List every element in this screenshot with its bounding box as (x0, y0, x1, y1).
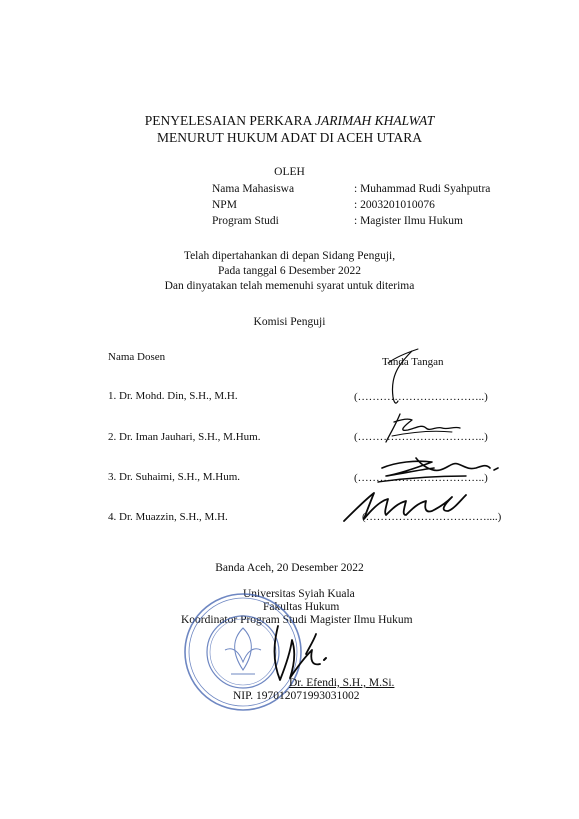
coordinator-nip: NIP. 197012071993031002 (233, 690, 360, 702)
examiner-2-name: 2. Dr. Iman Jauhari, S.H., M.Hum. (108, 431, 261, 443)
title-italic: JARIMAH KHALWAT (315, 113, 435, 128)
defense-line-3: Dan dinyatakan telah memenuhi syarat untuk diterima (164, 280, 415, 292)
student-program-value: : Magister Ilmu Hukum (354, 215, 463, 227)
examiner-1-name: 1. Dr. Mohd. Din, S.H., M.H. (108, 390, 238, 402)
signature-examiner-1 (360, 345, 440, 410)
place-date: Banda Aceh, 20 Desember 2022 (215, 562, 364, 574)
student-npm-label: NPM (212, 199, 237, 211)
signature-examiner-4 (336, 487, 476, 527)
student-program-label: Program Studi (212, 215, 279, 227)
examiner-1-signature-line: (……………………………..) (354, 391, 488, 403)
coordinator-name: Dr. Efendi, S.H., M.Si. (289, 677, 395, 689)
title-prefix: PENYELESAIAN PERKARA (144, 113, 316, 128)
examiner-2-signature-line: (……………………………..) (354, 431, 488, 443)
student-name-label: Nama Mahasiswa (212, 183, 295, 195)
defense-line-2: Pada tanggal 6 Desember 2022 (217, 265, 362, 277)
coordinator-role: Koordinator Program Studi Magister Ilmu Hukum (181, 614, 413, 626)
title-line-1 (0, 113, 579, 129)
examiner-4-name: 4. Dr. Muazzin, S.H., M.H. (108, 511, 228, 523)
komisi-heading: Komisi Penguji (253, 316, 326, 328)
examiner-3-name: 3. Dr. Suhaimi, S.H., M.Hum. (108, 471, 241, 483)
defense-line-1: Telah dipertahankan di depan Sidang Penguji, (183, 250, 396, 262)
oleh-label: OLEH (274, 166, 305, 178)
faculty-name: Fakultas Hukum (263, 601, 340, 613)
signature-examiner-2 (382, 410, 472, 450)
examiner-3-signature-line: (……………………………..) (354, 472, 488, 484)
examiner-4-signature-line: (……………………………....) (362, 511, 502, 523)
student-npm-value: : 2003201010076 (354, 199, 435, 211)
signature-examiner-3 (376, 452, 506, 492)
title-line-2: MENURUT HUKUM ADAT DI ACEH UTARA (156, 130, 423, 145)
student-name-value: : Muhammad Rudi Syahputra (354, 183, 491, 195)
column-tanda-tangan: Tanda Tangan (382, 356, 444, 368)
university-name: Universitas Syiah Kuala (243, 588, 355, 600)
column-nama-dosen: Nama Dosen (108, 351, 166, 363)
